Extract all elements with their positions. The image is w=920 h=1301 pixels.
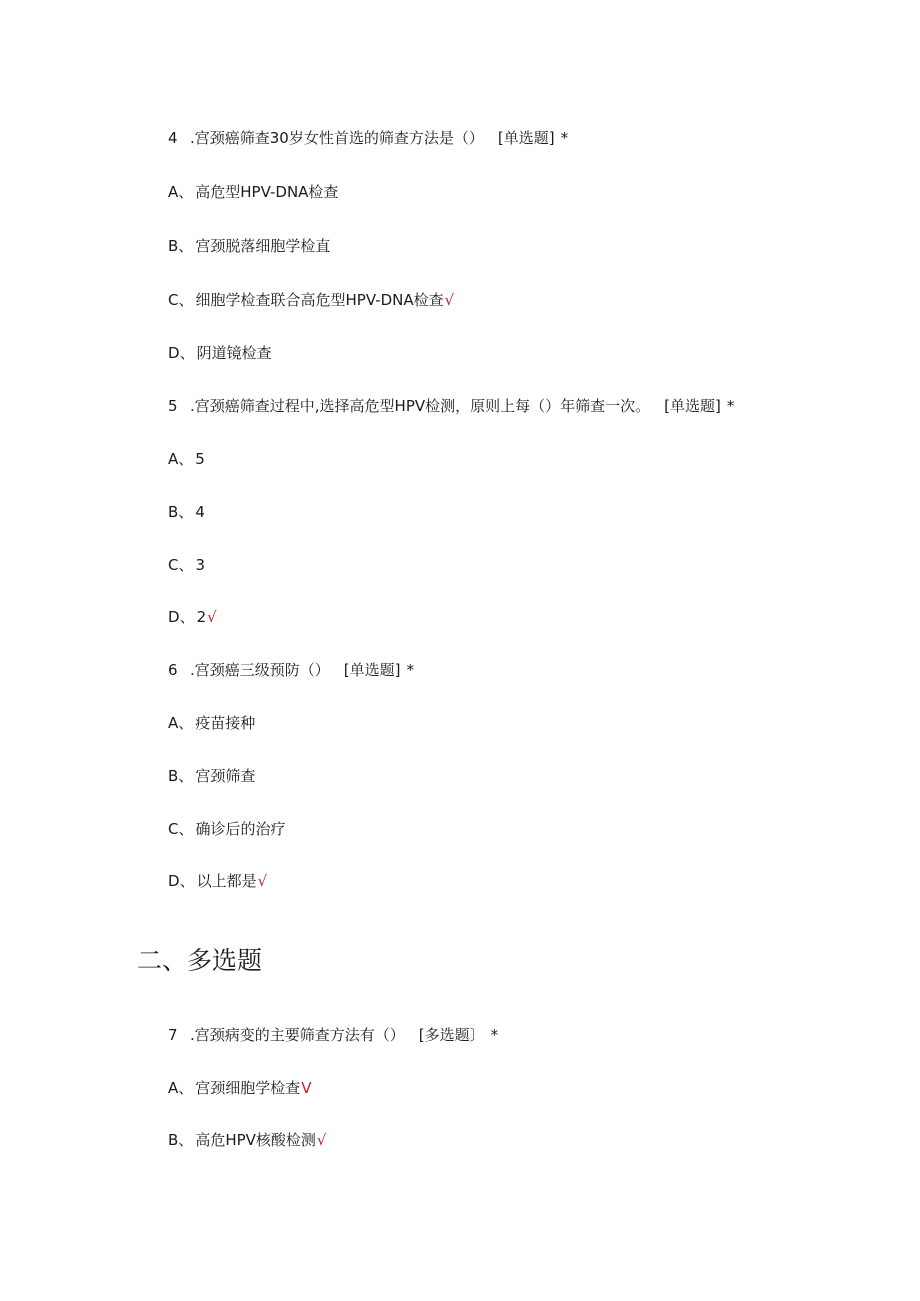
option-letter: D	[168, 608, 180, 626]
option-letter: C	[168, 556, 179, 574]
option-6a[interactable]	[168, 713, 256, 733]
option-5c[interactable]	[168, 555, 206, 575]
option-4a[interactable]	[168, 182, 339, 202]
question-7-header	[168, 1025, 498, 1045]
option-7a[interactable]	[168, 1078, 312, 1098]
option-letter: C	[168, 820, 179, 838]
option-6d[interactable]	[168, 871, 267, 891]
option-5d[interactable]	[168, 607, 217, 627]
option-text: 2	[196, 608, 207, 626]
question-number: 4	[168, 129, 178, 147]
option-separator: 、	[178, 820, 194, 838]
option-text: 3	[195, 556, 206, 574]
option-5b[interactable]	[168, 502, 206, 522]
option-separator: 、	[178, 291, 194, 309]
question-text: .宫颈癌筛查30岁女性首选的筛查方法是（）	[190, 129, 484, 147]
question-type-tag: [单选题]	[497, 129, 555, 147]
option-letter: B	[168, 1131, 179, 1149]
option-text: 阴道镜检查	[196, 344, 272, 362]
question-type-tag: [单选题]	[664, 397, 721, 415]
option-letter: C	[168, 291, 179, 309]
question-text: .宫颈癌筛查过程中,选择高危型HPV检测，原则上每（）年筛查一次。	[190, 397, 651, 415]
option-separator: 、	[178, 503, 194, 521]
option-separator: 、	[178, 183, 194, 201]
option-text: 宫颈筛查	[195, 767, 256, 785]
option-text: 宫颈细胞学检查	[195, 1079, 301, 1097]
required-asterisk: *	[560, 129, 569, 147]
required-asterisk: *	[406, 661, 414, 679]
option-6c[interactable]	[168, 819, 287, 839]
option-letter: B	[168, 767, 179, 785]
option-text: 疫苗接种	[195, 714, 256, 732]
option-text: 以上都是	[196, 872, 257, 890]
option-text: 细胞学检查联合高危型HPV-DNA检查	[195, 291, 444, 309]
option-4b[interactable]	[168, 236, 331, 256]
option-separator: 、	[178, 767, 194, 785]
option-4c[interactable]	[168, 290, 454, 310]
option-separator: 、	[179, 344, 195, 362]
option-separator: 、	[178, 714, 194, 732]
question-type-tag: [单选题]	[343, 661, 401, 679]
section-heading: 二、多选题	[137, 946, 263, 975]
option-letter: A	[168, 1079, 179, 1097]
option-text: 宫颈脱落细胞学检直	[195, 237, 331, 255]
option-letter: D	[168, 344, 180, 362]
question-number: 7	[168, 1026, 178, 1044]
option-separator: 、	[178, 450, 194, 468]
option-text: 高危型HPV-DNA检查	[195, 183, 339, 201]
option-letter: B	[168, 237, 179, 255]
answer-check-mark: √	[207, 608, 217, 626]
question-4-header	[168, 128, 568, 148]
question-text: .宫颈癌三级预防（）	[190, 661, 330, 679]
option-letter: D	[168, 872, 180, 890]
option-5a[interactable]	[168, 449, 206, 469]
option-text: 4	[195, 503, 205, 521]
option-separator: 、	[178, 237, 194, 255]
question-number: 6	[168, 661, 178, 679]
option-7b[interactable]	[168, 1130, 326, 1150]
option-6b[interactable]	[168, 766, 256, 786]
answer-check-mark: √	[257, 872, 268, 890]
question-text: .宫颈病变的主要筛查方法有（）	[190, 1026, 405, 1044]
required-asterisk: *	[490, 1026, 499, 1044]
option-letter: A	[168, 714, 179, 732]
option-text: 高危HPV核酸检测	[195, 1131, 316, 1149]
option-separator: 、	[179, 608, 195, 626]
question-6-header	[168, 660, 414, 680]
question-5-header	[168, 396, 734, 416]
option-text: 确诊后的治疗	[195, 820, 286, 838]
question-number: 5	[168, 397, 178, 415]
question-type-tag: [多选题〕	[418, 1026, 485, 1044]
option-text: 5	[195, 450, 205, 468]
option-letter: A	[168, 450, 179, 468]
option-letter: B	[168, 503, 179, 521]
option-separator: 、	[178, 1131, 194, 1149]
option-4d[interactable]	[168, 343, 273, 363]
option-separator: 、	[179, 872, 195, 890]
required-asterisk: *	[726, 397, 735, 415]
option-letter: A	[168, 183, 179, 201]
option-separator: 、	[178, 1079, 194, 1097]
answer-check-mark: √	[444, 291, 455, 309]
option-separator: 、	[178, 556, 194, 574]
answer-check-mark: V	[301, 1079, 312, 1097]
answer-check-mark: √	[316, 1131, 327, 1149]
